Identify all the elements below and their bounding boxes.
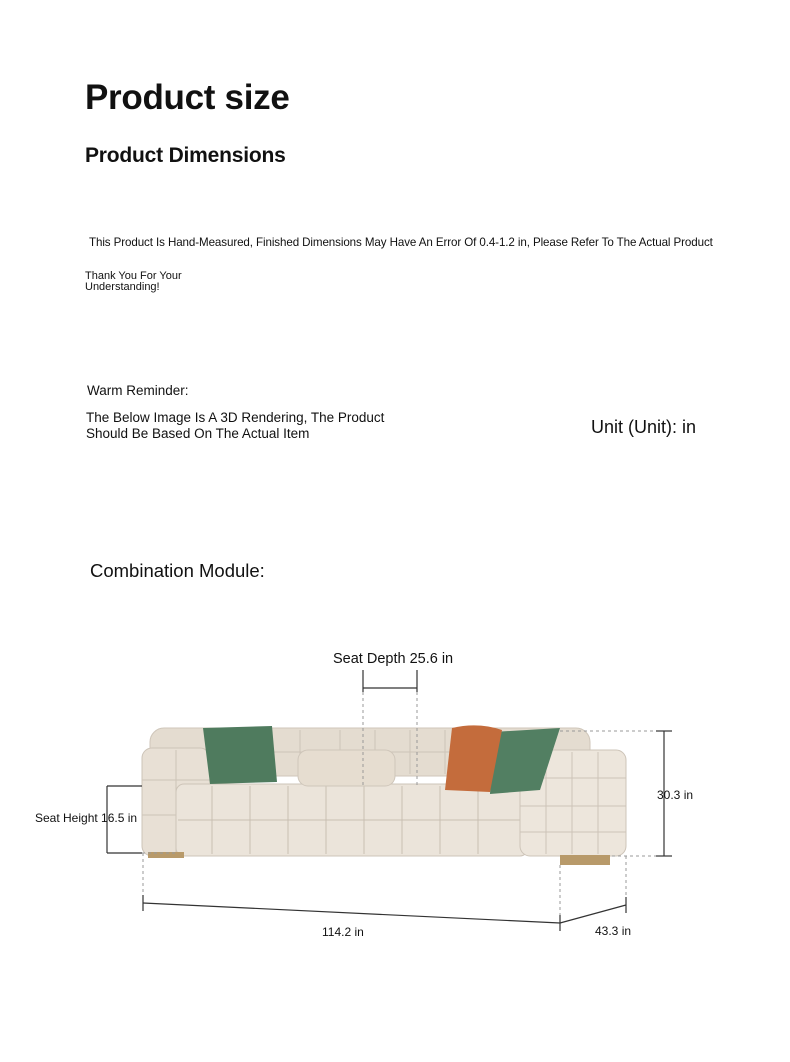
seat-height-label: Seat Height 16.5 in (35, 811, 138, 825)
seat-depth-label: Seat Depth 25.6 in (333, 651, 454, 667)
length-label: 114.2 in (322, 925, 364, 939)
depth-marker (560, 897, 626, 923)
thanks-note: Thank You For Your Understanding! (85, 270, 182, 293)
depth-label: 43.3 in (595, 924, 632, 938)
section-subtitle: Product Dimensions (85, 144, 286, 167)
page-title: Product size (85, 78, 290, 117)
seat-depth-marker (363, 670, 417, 692)
warm-reminder-label: Warm Reminder: (87, 383, 189, 398)
sofa-image (142, 725, 626, 865)
warm-reminder-text: The Below Image Is A 3D Rendering, The Product Should Be Based On The Actual Item (86, 410, 385, 441)
height-label: 30.3 in (657, 788, 694, 802)
measurement-note: This Product Is Hand-Measured, Finished Dimensions May Have An Error Of 0.4-1.2 in, Please Refer To The Actual Product (89, 236, 713, 249)
combination-module-label: Combination Module: (90, 560, 265, 581)
unit-label: Unit (Unit): in (591, 417, 697, 437)
